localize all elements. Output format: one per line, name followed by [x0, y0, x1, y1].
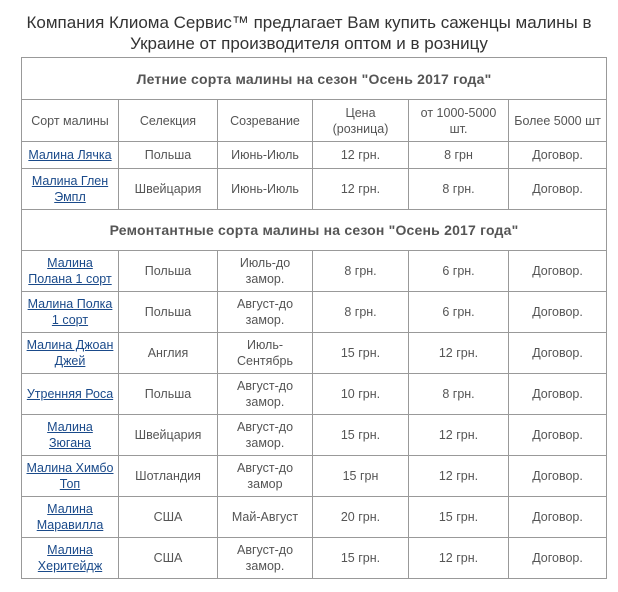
variety-link[interactable]: Малина Джоан Джей [26, 338, 114, 368]
price-table [21, 57, 607, 579]
selection-cell: Шотландия [119, 456, 218, 497]
variety-cell [22, 292, 119, 333]
bulk-price-cell: 12 грн. [409, 456, 509, 497]
column-header-row [22, 100, 607, 142]
ripening-cell: Июль-Сентябрь [218, 333, 313, 374]
retail-price-cell: 8 грн. [313, 292, 409, 333]
large-order-cell: Договор. [509, 415, 607, 456]
ripening-cell: Август-до замор. [218, 374, 313, 415]
large-order-cell: Договор. [509, 333, 607, 374]
variety-cell [22, 374, 119, 415]
selection-cell: Польша [119, 374, 218, 415]
large-order-cell: Договор. [509, 456, 607, 497]
section-header-row [22, 58, 607, 100]
variety-link[interactable]: Малина Маравилла [36, 502, 104, 532]
variety-cell [22, 333, 119, 374]
bulk-price-cell: 6 грн. [409, 251, 509, 292]
retail-price-cell: 15 грн. [313, 415, 409, 456]
ripening-cell: Июнь-Июль [218, 142, 313, 169]
table-row [22, 538, 607, 579]
selection-cell: Швейцария [119, 169, 218, 210]
retail-price-cell: 12 грн. [313, 169, 409, 210]
selection-cell: Польша [119, 292, 218, 333]
variety-cell [22, 497, 119, 538]
remontant-section-title: Ремонтантные сорта малины на сезон "Осень 2017 года" [22, 210, 607, 251]
selection-cell: США [119, 497, 218, 538]
bulk-price-cell: 6 грн. [409, 292, 509, 333]
column-header: Более 5000 шт [509, 100, 607, 142]
bulk-price-cell: 12 грн. [409, 415, 509, 456]
large-order-cell: Договор. [509, 497, 607, 538]
column-header: Созревание [218, 100, 313, 142]
variety-link[interactable]: Малина Зюгана [47, 420, 93, 450]
variety-cell [22, 251, 119, 292]
large-order-cell: Договор. [509, 169, 607, 210]
large-order-cell: Договор. [509, 142, 607, 169]
variety-link[interactable]: Малина Херитейдж [37, 543, 103, 573]
page-heading: Компания Клиома Сервис™ предлагает Вам купить саженцы малины в Украине от производителя оптом и в розницу [26, 13, 592, 53]
table-row [22, 333, 607, 374]
table-row [22, 142, 607, 169]
table-row [22, 456, 607, 497]
summer-section-title: Летние сорта малины на сезон "Осень 2017 года" [22, 58, 607, 100]
table-row [22, 374, 607, 415]
variety-link[interactable]: Малина Полана 1 сорт [28, 256, 112, 286]
variety-link[interactable]: Утренняя Роса [26, 387, 114, 401]
variety-link[interactable]: Малина Химбо Топ [26, 461, 114, 491]
variety-link[interactable]: Малина Полка 1 сорт [27, 297, 113, 327]
retail-price-cell: 10 грн. [313, 374, 409, 415]
selection-cell: Швейцария [119, 415, 218, 456]
bulk-price-cell: 12 грн. [409, 333, 509, 374]
column-header: от 1000-5000 шт. [409, 100, 509, 142]
variety-cell [22, 415, 119, 456]
large-order-cell: Договор. [509, 292, 607, 333]
retail-price-cell: 15 грн [313, 456, 409, 497]
ripening-cell: Май-Август [218, 497, 313, 538]
column-header: Сорт малины [22, 100, 119, 142]
table-row [22, 292, 607, 333]
bulk-price-cell: 8 грн [409, 142, 509, 169]
selection-cell: Польша [119, 142, 218, 169]
variety-link[interactable]: Малина Глен Эмпл [31, 174, 109, 204]
bulk-price-cell: 8 грн. [409, 374, 509, 415]
variety-cell [22, 142, 119, 169]
ripening-cell: Август-до замор [218, 456, 313, 497]
ripening-cell: Август-до замор. [218, 415, 313, 456]
selection-cell: Польша [119, 251, 218, 292]
bulk-price-cell: 12 грн. [409, 538, 509, 579]
variety-cell [22, 456, 119, 497]
retail-price-cell: 15 грн. [313, 333, 409, 374]
bulk-price-cell: 15 грн. [409, 497, 509, 538]
variety-cell [22, 538, 119, 579]
retail-price-cell: 20 грн. [313, 497, 409, 538]
retail-price-cell: 12 грн. [313, 142, 409, 169]
table-row [22, 497, 607, 538]
bulk-price-cell: 8 грн. [409, 169, 509, 210]
ripening-cell: Июль-до замор. [218, 251, 313, 292]
ripening-cell: Июнь-Июль [218, 169, 313, 210]
column-header: Селекция [119, 100, 218, 142]
ripening-cell: Август-до замор. [218, 292, 313, 333]
retail-price-cell: 15 грн. [313, 538, 409, 579]
column-header: Цена (розница) [313, 100, 409, 142]
large-order-cell: Договор. [509, 251, 607, 292]
selection-cell: США [119, 538, 218, 579]
large-order-cell: Договор. [509, 538, 607, 579]
ripening-cell: Август-до замор. [218, 538, 313, 579]
table-row [22, 415, 607, 456]
variety-cell [22, 169, 119, 210]
retail-price-cell: 8 грн. [313, 251, 409, 292]
selection-cell: Англия [119, 333, 218, 374]
section-header-row [22, 210, 607, 251]
table-row [22, 169, 607, 210]
variety-link[interactable]: Малина Лячка [28, 148, 112, 162]
table-row [22, 251, 607, 292]
large-order-cell: Договор. [509, 374, 607, 415]
